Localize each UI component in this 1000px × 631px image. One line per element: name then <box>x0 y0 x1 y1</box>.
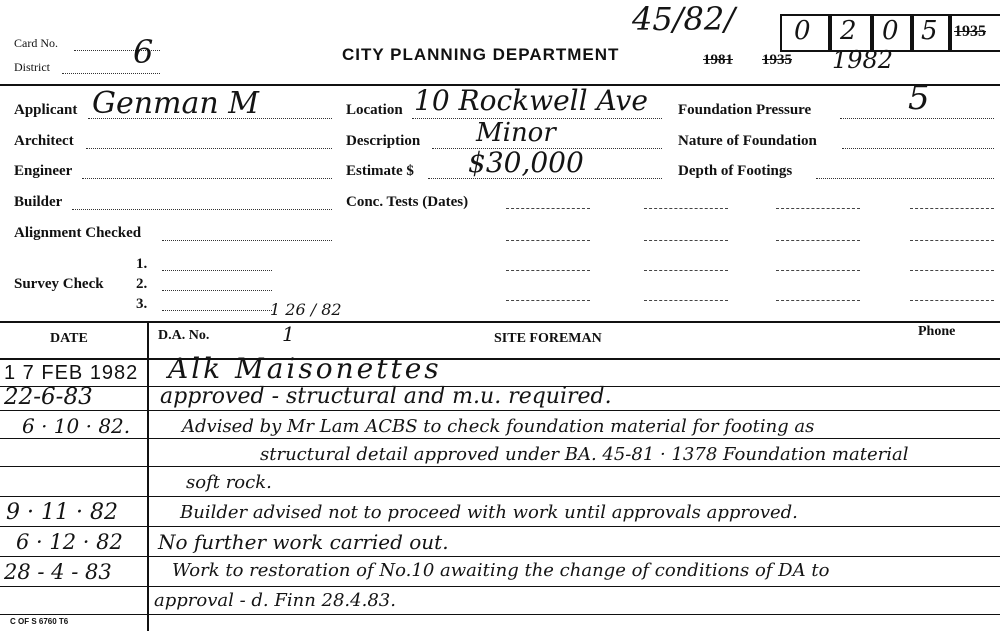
phone-header: Phone <box>918 324 956 339</box>
table-row-text: Advised by Mr Lam ACBS to check foundation material for footing as <box>182 416 815 437</box>
row-rule-2 <box>0 410 1000 411</box>
survey-line-1 <box>162 270 272 271</box>
row-rule-9 <box>0 614 1000 615</box>
row-rule-6 <box>0 526 1000 527</box>
district-line <box>62 73 160 74</box>
table-row-text: No further work carried out. <box>158 530 449 554</box>
alignment-line <box>162 240 332 241</box>
description-value: Minor <box>476 118 556 148</box>
row-rule-7 <box>0 556 1000 557</box>
table-top-rule <box>0 321 1000 323</box>
page-title: CITY PLANNING DEPARTMENT <box>342 45 620 64</box>
estimate-value: $30,000 <box>468 146 584 179</box>
conc-line-1d <box>910 208 994 209</box>
table-row-date: 6 · 12 · 82 <box>16 530 123 554</box>
nature-foundation-label: Nature of Foundation <box>678 133 817 149</box>
alignment-checked-label: Alignment Checked <box>14 225 142 241</box>
table-row-text: structural detail approved under BA. 45-81 · 1378 Foundation material <box>260 444 909 465</box>
engineer-line <box>82 178 332 179</box>
conc-line-3c <box>776 270 860 271</box>
number-box-3: 0 <box>870 14 914 52</box>
applicant-value: Genman M <box>92 86 259 121</box>
survey-check-label: Survey Check <box>14 276 104 292</box>
depth-footings-label: Depth of Footings <box>678 163 793 179</box>
builder-line <box>72 209 332 210</box>
district-label: District <box>14 60 50 74</box>
location-value: 10 Rockwell Ave <box>414 84 648 117</box>
table-row-text: Alk Maisonettes <box>168 352 442 385</box>
survey-num-2: 2. <box>136 276 148 292</box>
conc-tests-label: Conc. Tests (Dates) <box>346 194 469 210</box>
foundation-pressure-line <box>840 118 994 119</box>
foundation-pressure-label: Foundation Pressure <box>678 102 812 118</box>
da-header: D.A. No. <box>158 328 210 343</box>
survey-line-2 <box>162 290 272 291</box>
table-row-text: approved - structural and m.u. required. <box>160 384 612 409</box>
architect-line <box>86 148 332 149</box>
da-value: 1 <box>282 322 295 346</box>
site-foreman-header: SITE FOREMAN <box>494 331 602 346</box>
foundation-pressure-value: 5 <box>908 78 930 118</box>
conc-line-2a <box>506 240 590 241</box>
builder-label: Builder <box>14 194 63 210</box>
date-header: DATE <box>50 331 88 346</box>
location-label: Location <box>346 102 403 118</box>
applicant-label: Applicant <box>14 102 78 118</box>
number-box-4: 5 <box>910 14 952 52</box>
conc-line-1b <box>644 208 728 209</box>
year-value: 1982 <box>832 46 894 74</box>
year-struck-1: 1981 <box>703 52 733 68</box>
row-rule-3 <box>0 438 1000 439</box>
conc-line-1a <box>506 208 590 209</box>
table-header-rule <box>0 358 1000 360</box>
row-rule-4 <box>0 466 1000 467</box>
architect-label: Architect <box>14 133 74 149</box>
table-date-divider <box>147 321 149 631</box>
file-reference: 45/82/ <box>632 0 735 38</box>
nature-foundation-line <box>842 148 994 149</box>
year-struck-2: 1935 <box>762 52 792 68</box>
conc-line-2d <box>910 240 994 241</box>
table-row-text: soft rock. <box>186 472 272 493</box>
number-box-1: 0 <box>780 14 832 52</box>
conc-line-1c <box>776 208 860 209</box>
depth-footings-line <box>816 178 994 179</box>
row-rule-5 <box>0 496 1000 497</box>
conc-line-2c <box>776 240 860 241</box>
survey-num-3: 3. <box>136 296 148 312</box>
conc-line-3d <box>910 270 994 271</box>
table-row-date: 22-6-83 <box>4 384 93 410</box>
description-label: Description <box>346 133 421 149</box>
survey-3-value: 1 26 / 82 <box>270 300 342 319</box>
table-row-date: 28 - 4 - 83 <box>4 560 112 584</box>
form-code: C OF S 6760 T6 <box>10 617 69 626</box>
number-box-5: 1935 <box>948 14 1000 52</box>
table-row-text: approval - d. Finn 28.4.83. <box>154 590 396 611</box>
row-rule-8 <box>0 586 1000 587</box>
table-row-text: Work to restoration of No.10 awaiting the change of conditions of DA to <box>172 560 830 581</box>
conc-line-4c <box>776 300 860 301</box>
card-no-label: Card No. <box>14 36 58 50</box>
table-row-text: Builder advised not to proceed with work until approvals approved. <box>180 502 798 523</box>
conc-line-4d <box>910 300 994 301</box>
survey-line-3 <box>162 310 272 311</box>
estimate-label: Estimate $ <box>346 163 414 179</box>
card-no-value: 6 <box>133 33 154 71</box>
survey-num-1: 1. <box>136 256 148 272</box>
table-row-date: 1 7 FEB 1982 <box>4 362 139 384</box>
conc-line-4a <box>506 300 590 301</box>
engineer-label: Engineer <box>14 163 73 179</box>
conc-line-2b <box>644 240 728 241</box>
number-box-2: 2 <box>828 14 874 52</box>
conc-line-3a <box>506 270 590 271</box>
conc-line-4b <box>644 300 728 301</box>
table-row-date: 6 · 10 · 82. <box>22 414 131 438</box>
table-row-date: 9 · 11 · 82 <box>6 500 118 525</box>
conc-line-3b <box>644 270 728 271</box>
